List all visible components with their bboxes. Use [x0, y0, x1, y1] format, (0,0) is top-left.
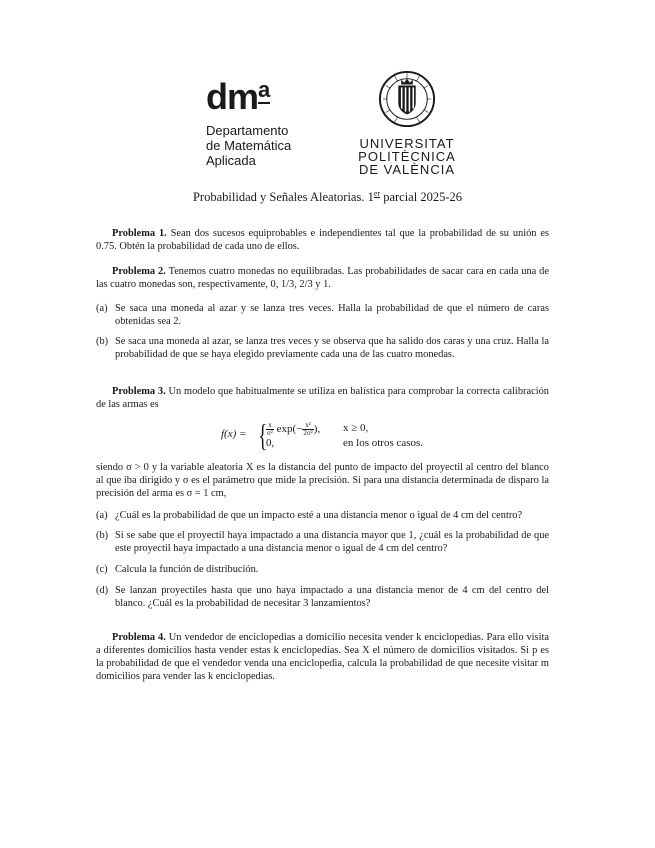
- formula-case-1: $\frac{x}{\text{σ²}}$ exp(− $\frac{\text{x²}}{\text{2σ²}}$ ),: [267, 421, 321, 437]
- problem-label: Problema 3.: [112, 386, 166, 397]
- item-label: (a): [96, 510, 108, 521]
- item-label: (c): [96, 564, 108, 575]
- problem-4: [96, 631, 549, 683]
- department-name-line: Departamento: [206, 123, 289, 138]
- university-name-line: POLITÈCNICA: [358, 149, 456, 164]
- university-name-line: DE VALÈNCIA: [358, 162, 455, 177]
- formula-condition-1: x ≥ 0,: [343, 422, 369, 434]
- problem-2-item-b: [96, 335, 549, 361]
- item-label: (b): [96, 336, 109, 347]
- item-label: (d): [96, 585, 109, 596]
- department-name-line: de Matemática: [206, 138, 292, 153]
- university-seal-icon: [378, 70, 436, 128]
- item-text: Se lanzan proyectiles hasta que uno haya impactado a una distancia menor de 4 cm del centro del blanco. ¿Cuál es la probabilidad de necesitar 3 lanzamientos?: [115, 585, 549, 609]
- problem-2: [96, 265, 549, 291]
- problem-text: Tenemos cuatro monedas no equilibradas. Las probabilidades de sacar cara en cada una de las cuatro monedas son, respectivamente, 0, 1/3, 2/3 y 1.: [96, 266, 549, 290]
- problem-label: Problema 1.: [112, 228, 167, 239]
- dma-wordmark: $dm^a$: [206, 76, 271, 117]
- item-text: Se saca una moneda al azar y se lanza tres veces. Halla la probabilidad de que el número de caras obtenidas sea 2.: [115, 303, 549, 327]
- problem-2-item-a: [96, 302, 549, 328]
- department-logo: [206, 76, 336, 168]
- formula-condition-2: en los otros casos.: [343, 437, 424, 449]
- problem-1: [96, 227, 549, 253]
- problem-text: Un vendedor de enciclopedias a domicilio necesita vender k enciclopedias. Para ello visita a diferentes domicilios hasta vender estas k enciclopedias. Sea X el número de domicilios visitados. Si p es la probabilidad de que el vendedor venda una enciclopedia, calcula la probabilidad de que necesite visitar m domicilios para vender las k enciclopedias.: [96, 632, 549, 682]
- formula-brace: {: [258, 417, 268, 453]
- department-name: [206, 123, 336, 168]
- problem-text: Un modelo que habitualmente se utiliza en balística para comprobar la correcta calibración de las armas es: [96, 386, 549, 410]
- problem-3-item-a: [96, 509, 549, 522]
- problem-text: Sean dos sucesos equiprobables e independientes tal que la probabilidad de su unión es 0.75. Obtén la probabilidad de cada uno de ellos.: [96, 228, 549, 252]
- problem-label: Problema 4.: [112, 632, 166, 643]
- formula-lhs: f(x) =: [221, 428, 247, 440]
- problem-3-item-d: [96, 584, 549, 610]
- university-logo: [352, 70, 462, 176]
- item-label: (a): [96, 303, 108, 314]
- department-name-line: Aplicada: [206, 153, 256, 168]
- problem-3: [96, 385, 549, 411]
- problem-3-continuation: siendo σ > 0 y la variable aleatoria X es la distancia del punto de impacto del proyectil al centro del blanco al que iba dirigido y σ es el parámetro que mide la precisión. Si para una distancia determinada de disparo la precisión del arma es σ = 1 cm,: [96, 462, 549, 499]
- university-name-line: UNIVERSITAT: [359, 136, 455, 151]
- problem-3-item-c: [96, 563, 549, 576]
- university-name: [352, 137, 462, 176]
- item-text: Si se sabe que el proyectil haya impactado a una distancia mayor que 1, ¿cuál es la probabilidad de que este proyectil haya impactado a una distancia menor o igual de 4 cm del centro?: [115, 530, 549, 554]
- formula-case-2: 0,: [266, 437, 275, 449]
- item-text: Se saca una moneda al azar, se lanza tres veces y se observa que ha salido dos caras y una cruz. Halla la probabilidad de que se haya elegido previamente cada una de las cuatro monedas.: [115, 336, 549, 360]
- item-text: Calcula la función de distribución.: [115, 564, 259, 575]
- density-formula: [221, 417, 461, 454]
- item-text: ¿Cuál es la probabilidad de que un impacto esté a una distancia menor o igual de 4 cm del centro?: [115, 510, 523, 521]
- problem-3-item-b: [96, 529, 549, 555]
- problem-label: Problema 2.: [112, 266, 166, 277]
- item-label: (b): [96, 530, 109, 541]
- exam-title: Probabilidad y Señales Aleatorias. 1er parcial 2025-26: [192, 189, 462, 205]
